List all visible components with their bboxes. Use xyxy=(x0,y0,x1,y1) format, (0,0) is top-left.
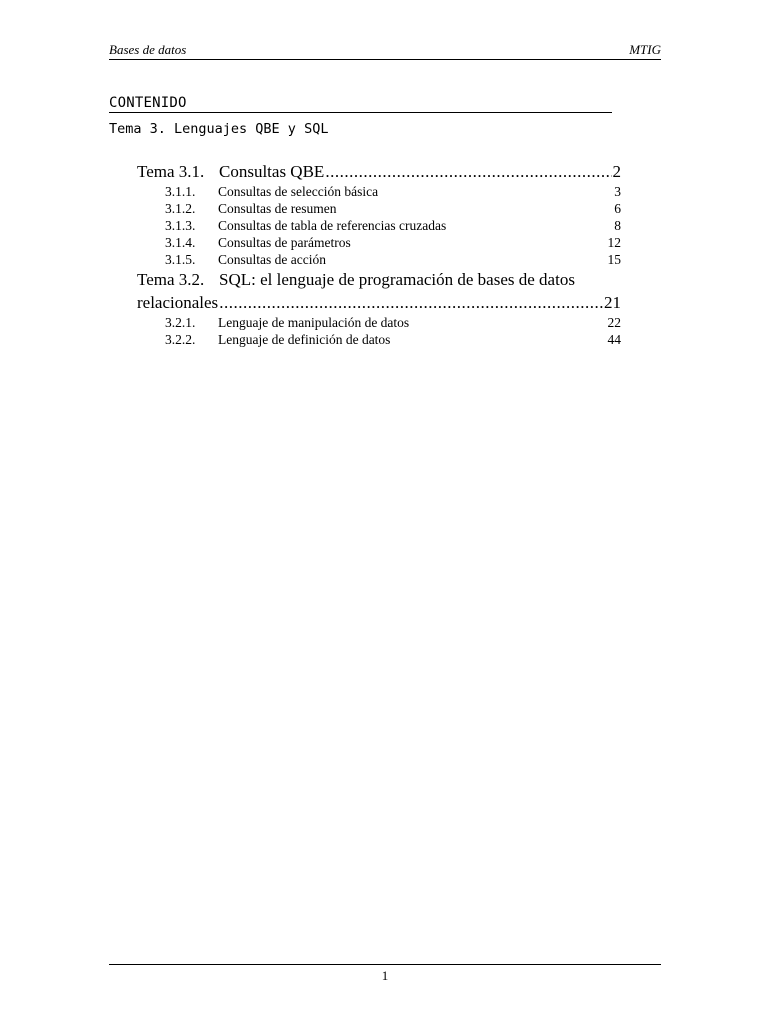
toc-subentry-page: 6 xyxy=(614,201,621,216)
table-of-contents xyxy=(137,160,621,348)
toc-subentry[interactable] xyxy=(137,331,621,348)
toc-subentry-page: 44 xyxy=(607,332,621,347)
toc-subentry-number: 3.1.1. xyxy=(165,184,196,199)
toc-subentry-title: Consultas de tabla de referencias cruzadas xyxy=(218,218,447,233)
toc-subentry[interactable] xyxy=(137,217,621,234)
toc-entry-number: Tema 3.1. xyxy=(137,162,205,181)
toc-subentry-number: 3.1.4. xyxy=(165,235,196,250)
toc-subentry-number: 3.2.1. xyxy=(165,315,196,330)
toc-subentry-title: Consultas de parámetros xyxy=(218,235,351,250)
header-course-code: MTIG xyxy=(629,42,661,57)
toc-entry-title-continued: relacionales xyxy=(137,293,219,312)
toc-subentry-page: 12 xyxy=(607,235,621,250)
toc-subentry-page: 15 xyxy=(607,252,621,267)
footer-rule xyxy=(109,964,661,965)
toc-subentry[interactable] xyxy=(137,234,621,251)
section-title: Tema 3. Lenguajes QBE y SQL xyxy=(109,121,329,137)
header-document-title: Bases de datos xyxy=(109,42,187,57)
toc-entry-title: SQL: el lenguaje de programación de bases de datos xyxy=(219,270,575,289)
toc-entry-topic-3-2[interactable] xyxy=(137,268,621,314)
dot-leader xyxy=(219,291,603,314)
toc-subentry[interactable] xyxy=(137,200,621,217)
toc-entry-topic-3-1[interactable] xyxy=(137,160,621,183)
toc-subentry[interactable] xyxy=(137,251,621,268)
toc-subentry-title: Consultas de resumen xyxy=(218,201,337,216)
running-header xyxy=(109,42,661,60)
toc-subentry-number: 3.1.5. xyxy=(165,252,196,267)
toc-subentry-number: 3.1.3. xyxy=(165,218,196,233)
dot-leader xyxy=(325,160,611,183)
toc-subentry-title: Lenguaje de manipulación de datos xyxy=(218,315,410,330)
toc-subentry-title: Consultas de acción xyxy=(218,252,326,267)
toc-entry-page: 21 xyxy=(604,293,621,312)
toc-subentry-page: 8 xyxy=(614,218,621,233)
toc-subentry[interactable] xyxy=(137,314,621,331)
toc-subentry-title: Lenguaje de definición de datos xyxy=(218,332,391,347)
page-number: 1 xyxy=(381,968,389,983)
toc-subentry-number: 3.1.2. xyxy=(165,201,196,216)
toc-entry-number: Tema 3.2. xyxy=(137,270,205,289)
toc-entry-title: Consultas QBE xyxy=(219,162,325,181)
toc-subentry-title: Consultas de selección básica xyxy=(218,184,379,199)
toc-subentry[interactable] xyxy=(137,183,621,200)
toc-subentry-page: 3 xyxy=(614,184,621,199)
contents-heading: CONTENIDO xyxy=(109,95,612,113)
toc-subentry-page: 22 xyxy=(607,315,621,330)
toc-entry-page: 2 xyxy=(612,162,621,181)
toc-subentry-number: 3.2.2. xyxy=(165,332,196,347)
